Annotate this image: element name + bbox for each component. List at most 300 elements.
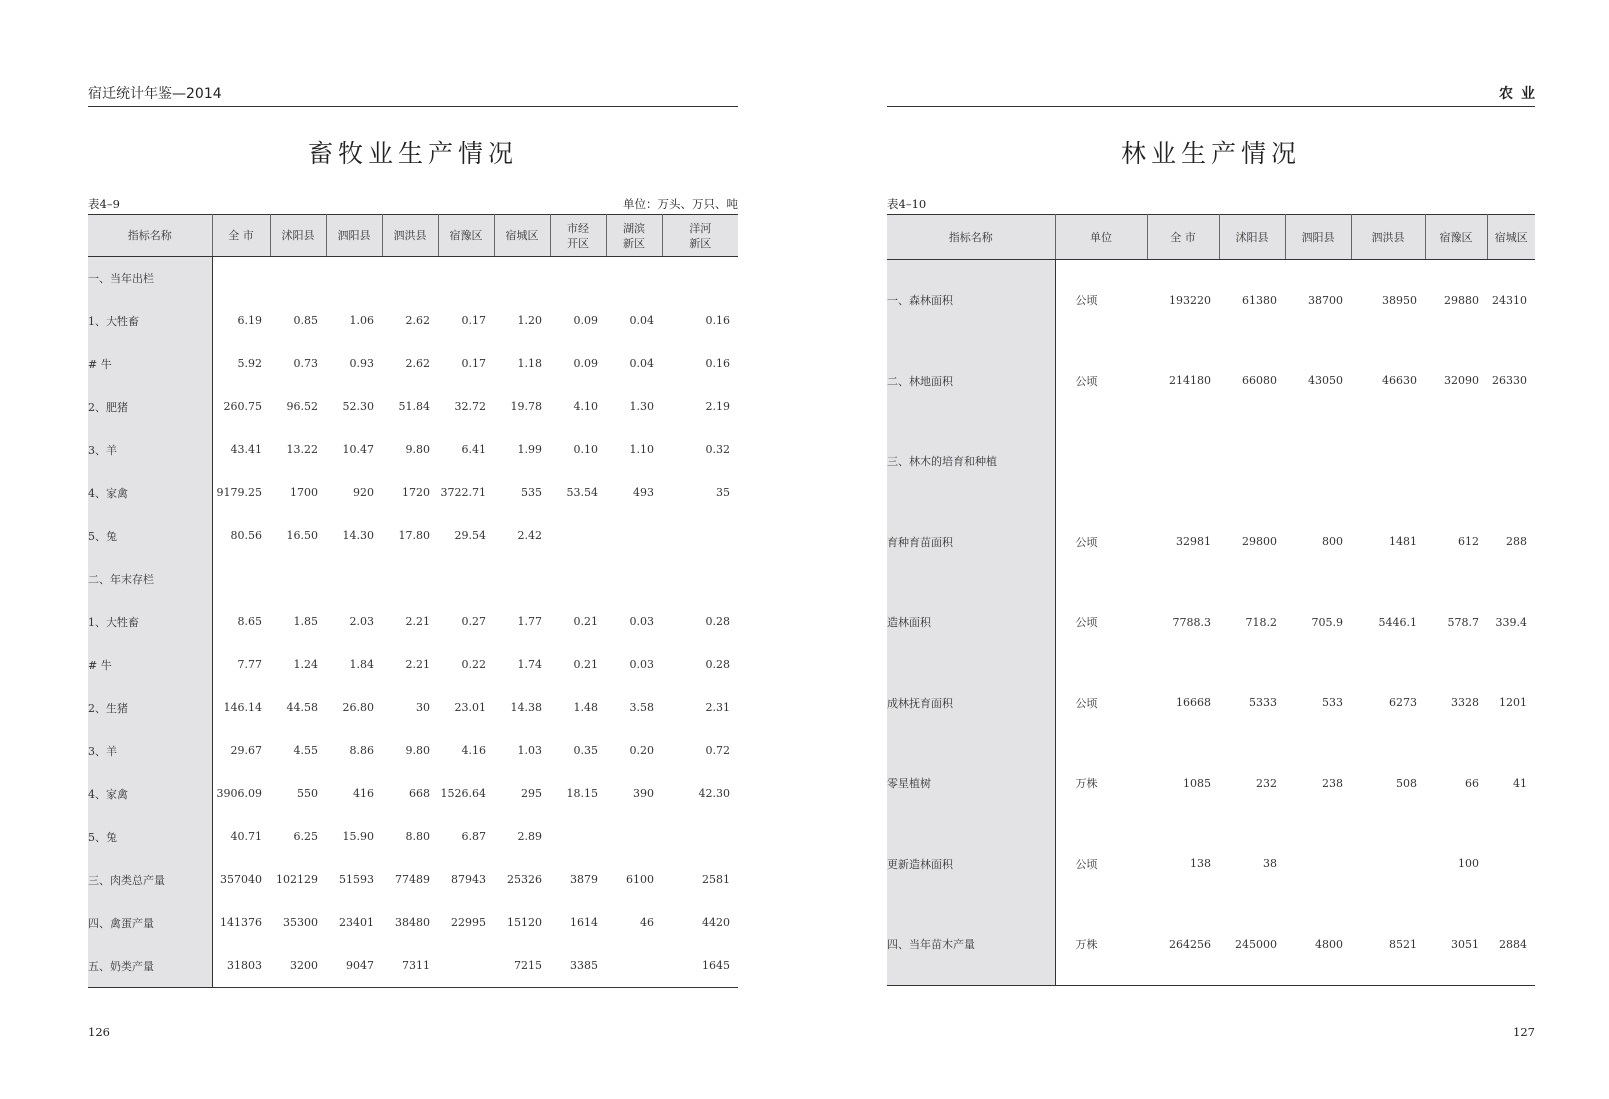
column-header: 泗阳县 xyxy=(1285,215,1351,260)
value-cell: 2.62 xyxy=(405,357,430,370)
value-cell: 29.67 xyxy=(230,744,262,757)
forestry-table xyxy=(887,214,1535,986)
value-cell: 7215 xyxy=(494,944,550,988)
value-cell: 19.78 xyxy=(510,400,542,413)
value-cell: 102129 xyxy=(276,873,318,886)
value-cell: 100 xyxy=(1458,857,1479,871)
value-cell: 1085 xyxy=(1183,776,1211,790)
value-cell: 29.54 xyxy=(454,529,486,542)
value-cell xyxy=(382,557,438,600)
value-cell: 9.80 xyxy=(405,744,430,757)
row-label: 5、兔 xyxy=(88,815,212,858)
value-cell: 718.2 xyxy=(1245,615,1277,629)
value-cell xyxy=(550,257,606,300)
value-cell: 214180 xyxy=(1169,374,1211,388)
value-cell: 357040 xyxy=(220,873,262,886)
value-cell: 1720 xyxy=(402,486,430,499)
value-cell: 2.89 xyxy=(517,830,542,843)
value-cell: 3051 xyxy=(1425,904,1487,985)
unit-cell: 公顷 xyxy=(1075,696,1098,710)
value-cell xyxy=(1285,824,1351,905)
value-cell: 40.71 xyxy=(230,830,262,843)
value-cell: 5.92 xyxy=(237,357,262,370)
value-cell xyxy=(1147,421,1219,502)
value-cell: 1.18 xyxy=(517,357,542,370)
value-cell: 38950 xyxy=(1382,293,1417,307)
value-cell: 23.01 xyxy=(454,701,486,714)
value-cell: 46 xyxy=(640,916,654,929)
value-cell: 7311 xyxy=(382,944,438,988)
value-cell: 3879 xyxy=(570,873,598,886)
left-page xyxy=(88,0,738,1099)
table-row xyxy=(887,743,1535,824)
value-cell: 32090 xyxy=(1444,374,1479,388)
table-row xyxy=(88,729,738,772)
value-cell: 13.22 xyxy=(286,443,318,456)
value-cell: 0.16 xyxy=(705,314,730,327)
table-number: 表4–10 xyxy=(887,197,927,211)
value-cell xyxy=(606,557,662,600)
value-cell: 1.48 xyxy=(573,701,598,714)
value-cell: 17.80 xyxy=(398,529,430,542)
value-cell xyxy=(1351,824,1425,905)
value-cell: 8.86 xyxy=(349,744,374,757)
unit-note: 单位：万头、万只、吨 xyxy=(623,197,738,211)
value-cell: 26.80 xyxy=(342,701,374,714)
row-label: 四、当年苗木产量 xyxy=(887,904,1055,985)
unit-cell xyxy=(1055,421,1147,502)
value-cell xyxy=(550,557,606,600)
value-cell xyxy=(1219,421,1285,502)
value-cell: 5446.1 xyxy=(1378,615,1417,629)
value-cell xyxy=(606,514,662,557)
value-cell: 32.72 xyxy=(454,400,486,413)
value-cell: 1.03 xyxy=(517,744,542,757)
value-cell: 0.93 xyxy=(349,357,374,370)
value-cell: 87943 xyxy=(451,873,486,886)
value-cell: 32981 xyxy=(1176,535,1211,549)
unit-cell: 公顷 xyxy=(1075,535,1098,549)
value-cell: 550 xyxy=(297,787,318,800)
value-cell xyxy=(382,257,438,300)
value-cell: 46630 xyxy=(1382,374,1417,388)
column-header: 泗阳县 xyxy=(326,215,382,257)
value-cell: 0.35 xyxy=(573,744,598,757)
value-cell: 3.58 xyxy=(629,701,654,714)
value-cell: 238 xyxy=(1322,776,1343,790)
value-cell: 0.32 xyxy=(705,443,730,456)
value-cell: 77489 xyxy=(395,873,430,886)
row-label: 4、家禽 xyxy=(88,772,212,815)
value-cell xyxy=(438,944,494,988)
table-row xyxy=(88,858,738,901)
table-row xyxy=(88,257,738,300)
value-cell: 3200 xyxy=(270,944,326,988)
row-label: 零星植树 xyxy=(887,743,1055,824)
value-cell: 612 xyxy=(1458,535,1479,549)
table-row xyxy=(887,421,1535,502)
row-label: 更新造林面积 xyxy=(887,824,1055,905)
value-cell: 5333 xyxy=(1249,696,1277,710)
running-head-text: 农业 xyxy=(1499,86,1543,102)
table-row xyxy=(88,385,738,428)
value-cell: 1.74 xyxy=(517,658,542,671)
value-cell: 35300 xyxy=(283,916,318,929)
value-cell: 52.30 xyxy=(342,400,374,413)
value-cell: 2.21 xyxy=(405,658,430,671)
value-cell xyxy=(662,514,738,557)
column-header: 泗洪县 xyxy=(382,215,438,257)
value-cell: 0.21 xyxy=(573,615,598,628)
column-header: 指标名称 xyxy=(88,215,212,257)
value-cell: 0.16 xyxy=(705,357,730,370)
value-cell: 23401 xyxy=(339,916,374,929)
page-title: 畜牧业生产情况 xyxy=(307,139,518,168)
value-cell: 1700 xyxy=(290,486,318,499)
value-cell: 1526.64 xyxy=(440,787,486,800)
table-row xyxy=(88,944,738,988)
value-cell: 1.30 xyxy=(629,400,654,413)
column-header: 全 市 xyxy=(212,215,270,257)
value-cell: 16668 xyxy=(1176,696,1211,710)
value-cell: 0.03 xyxy=(629,658,654,671)
value-cell xyxy=(1425,421,1487,502)
table-row xyxy=(88,643,738,686)
value-cell: 1.20 xyxy=(517,314,542,327)
value-cell: 16.50 xyxy=(286,529,318,542)
value-cell: 6.19 xyxy=(237,314,262,327)
table-row xyxy=(88,686,738,729)
value-cell xyxy=(606,944,662,988)
value-cell: 9.80 xyxy=(405,443,430,456)
column-header: 沭阳县 xyxy=(1219,215,1285,260)
livestock-table xyxy=(88,214,738,988)
value-cell xyxy=(662,257,738,300)
value-cell: 14.30 xyxy=(342,529,374,542)
value-cell: 80.56 xyxy=(230,529,262,542)
value-cell xyxy=(606,257,662,300)
value-cell: 18.15 xyxy=(566,787,598,800)
value-cell: 2.19 xyxy=(705,400,730,413)
value-cell: 51.84 xyxy=(398,400,430,413)
value-cell: 8521 xyxy=(1351,904,1425,985)
value-cell: 66080 xyxy=(1242,374,1277,388)
value-cell: 29800 xyxy=(1242,535,1277,549)
page-number: 127 xyxy=(1513,1025,1535,1039)
table-row xyxy=(88,772,738,815)
table-row xyxy=(887,341,1535,422)
page-number: 126 xyxy=(88,1025,110,1039)
table-row xyxy=(887,502,1535,583)
value-cell: 245000 xyxy=(1219,904,1285,985)
value-cell xyxy=(550,514,606,557)
value-cell: 1.77 xyxy=(517,615,542,628)
unit-cell: 公顷 xyxy=(1075,374,1098,388)
value-cell xyxy=(1351,421,1425,502)
value-cell: 0.28 xyxy=(705,615,730,628)
value-cell: 2884 xyxy=(1487,904,1535,985)
row-label: 4、家禽 xyxy=(88,471,212,514)
value-cell: 4.10 xyxy=(573,400,598,413)
value-cell: 53.54 xyxy=(566,486,598,499)
value-cell: 35 xyxy=(716,486,730,499)
value-cell xyxy=(438,557,494,600)
value-cell: 15.90 xyxy=(342,830,374,843)
table-row xyxy=(88,815,738,858)
value-cell: 41 xyxy=(1513,776,1527,790)
unit-cell: 万株 xyxy=(1055,904,1147,985)
value-cell: 30 xyxy=(416,701,430,714)
value-cell: 264256 xyxy=(1147,904,1219,985)
column-header: 沭阳县 xyxy=(270,215,326,257)
value-cell: 4420 xyxy=(702,916,730,929)
row-label: 四、禽蛋产量 xyxy=(88,901,212,944)
table-row xyxy=(887,824,1535,905)
value-cell: 0.28 xyxy=(705,658,730,671)
table-number: 表4–9 xyxy=(88,197,120,211)
value-cell: 0.09 xyxy=(573,357,598,370)
value-cell: 38 xyxy=(1263,857,1277,871)
row-label: 二、林地面积 xyxy=(887,341,1055,422)
value-cell: 0.27 xyxy=(461,615,486,628)
column-header: 单位 xyxy=(1055,215,1147,260)
value-cell xyxy=(1487,421,1535,502)
value-cell: 24310 xyxy=(1492,293,1527,307)
value-cell xyxy=(662,557,738,600)
value-cell: 22995 xyxy=(451,916,486,929)
value-cell: 193220 xyxy=(1169,293,1211,307)
column-header: 湖滨 新区 xyxy=(606,215,662,257)
value-cell: 493 xyxy=(633,486,654,499)
value-cell: 8.65 xyxy=(237,615,262,628)
column-header: 市经 开区 xyxy=(550,215,606,257)
row-label: # 牛 xyxy=(88,342,212,385)
value-cell: 295 xyxy=(521,787,542,800)
row-label: 五、奶类产量 xyxy=(88,944,212,988)
value-cell: 1.84 xyxy=(349,658,374,671)
unit-cell: 公顷 xyxy=(1075,294,1098,308)
value-cell: 6273 xyxy=(1389,696,1417,710)
page-title: 林业生产情况 xyxy=(1120,139,1301,168)
running-head xyxy=(887,86,1543,107)
value-cell xyxy=(1285,421,1351,502)
value-cell xyxy=(270,557,326,600)
row-label: 2、肥猪 xyxy=(88,385,212,428)
table-row xyxy=(88,901,738,944)
table-row xyxy=(88,514,738,557)
value-cell: 0.21 xyxy=(573,658,598,671)
value-cell: 0.85 xyxy=(293,314,318,327)
row-label: 造林面积 xyxy=(887,582,1055,663)
table-row xyxy=(88,342,738,385)
column-header: 宿城区 xyxy=(494,215,550,257)
row-label: 一、森林面积 xyxy=(887,260,1055,341)
value-cell: 4800 xyxy=(1285,904,1351,985)
value-cell: 15120 xyxy=(507,916,542,929)
value-cell xyxy=(438,257,494,300)
value-cell: 1.99 xyxy=(517,443,542,456)
value-cell: 2.03 xyxy=(349,615,374,628)
value-cell: 800 xyxy=(1322,535,1343,549)
value-cell: 7.77 xyxy=(237,658,262,671)
row-label: 二、年末存栏 xyxy=(88,557,212,600)
row-label: 1、大牲畜 xyxy=(88,600,212,643)
row-label: 2、生猪 xyxy=(88,686,212,729)
value-cell: 43.41 xyxy=(230,443,262,456)
right-page xyxy=(887,0,1543,1099)
value-cell: 0.03 xyxy=(629,615,654,628)
value-cell: 44.58 xyxy=(286,701,318,714)
table-row xyxy=(887,260,1535,341)
value-cell: 6.41 xyxy=(461,443,486,456)
column-header: 宿城区 xyxy=(1487,215,1535,260)
column-header: 泗洪县 xyxy=(1351,215,1425,260)
row-label: # 牛 xyxy=(88,643,212,686)
value-cell: 668 xyxy=(409,787,430,800)
value-cell: 288 xyxy=(1506,535,1527,549)
value-cell: 1.24 xyxy=(293,658,318,671)
row-label: 一、当年出栏 xyxy=(88,257,212,300)
value-cell: 416 xyxy=(353,787,374,800)
value-cell: 232 xyxy=(1256,776,1277,790)
column-header: 洋河 新区 xyxy=(662,215,738,257)
value-cell xyxy=(606,815,662,858)
value-cell: 3722.71 xyxy=(440,486,486,499)
value-cell: 61380 xyxy=(1242,293,1277,307)
value-cell: 4.55 xyxy=(293,744,318,757)
table-row xyxy=(887,582,1535,663)
value-cell xyxy=(212,557,270,600)
row-label: 1、大牲畜 xyxy=(88,299,212,342)
value-cell: 14.38 xyxy=(510,701,542,714)
value-cell: 2.21 xyxy=(405,615,430,628)
value-cell xyxy=(1487,824,1535,905)
value-cell: 0.09 xyxy=(573,314,598,327)
value-cell xyxy=(550,815,606,858)
value-cell: 9047 xyxy=(326,944,382,988)
value-cell: 920 xyxy=(353,486,374,499)
column-header: 宿豫区 xyxy=(438,215,494,257)
column-header: 宿豫区 xyxy=(1425,215,1487,260)
running-head-text: 宿迁统计年鉴—2014 xyxy=(88,86,222,102)
value-cell: 43050 xyxy=(1308,374,1343,388)
value-cell: 0.22 xyxy=(461,658,486,671)
value-cell: 2.42 xyxy=(517,529,542,542)
value-cell: 535 xyxy=(521,486,542,499)
value-cell: 2581 xyxy=(702,873,730,886)
table-row xyxy=(88,471,738,514)
value-cell: 3906.09 xyxy=(216,787,262,800)
row-label: 三、林木的培育和种植 xyxy=(887,421,1055,502)
value-cell: 1.06 xyxy=(349,314,374,327)
value-cell: 508 xyxy=(1396,776,1417,790)
value-cell: 6.25 xyxy=(293,830,318,843)
value-cell: 0.73 xyxy=(293,357,318,370)
value-cell: 3328 xyxy=(1451,696,1479,710)
value-cell: 0.72 xyxy=(705,744,730,757)
value-cell: 390 xyxy=(633,787,654,800)
row-label: 成林抚育面积 xyxy=(887,663,1055,744)
value-cell: 1645 xyxy=(662,944,738,988)
value-cell: 6.87 xyxy=(461,830,486,843)
value-cell xyxy=(326,557,382,600)
column-header: 指标名称 xyxy=(887,215,1055,260)
value-cell: 0.04 xyxy=(629,314,654,327)
value-cell: 260.75 xyxy=(223,400,262,413)
unit-cell: 公顷 xyxy=(1075,857,1098,871)
value-cell: 1614 xyxy=(570,916,598,929)
value-cell: 2.31 xyxy=(705,701,730,714)
value-cell: 38480 xyxy=(395,916,430,929)
value-cell: 3385 xyxy=(550,944,606,988)
table-row xyxy=(887,663,1535,744)
value-cell: 339.4 xyxy=(1495,615,1527,629)
value-cell: 2.62 xyxy=(405,314,430,327)
table-row xyxy=(88,428,738,471)
value-cell: 25326 xyxy=(507,873,542,886)
value-cell: 533 xyxy=(1322,696,1343,710)
row-label: 3、羊 xyxy=(88,428,212,471)
value-cell: 26330 xyxy=(1492,374,1527,388)
value-cell: 0.04 xyxy=(629,357,654,370)
row-label: 育种育苗面积 xyxy=(887,502,1055,583)
table-row xyxy=(88,299,738,342)
value-cell: 1201 xyxy=(1499,696,1527,710)
value-cell: 141376 xyxy=(220,916,262,929)
value-cell xyxy=(494,257,550,300)
value-cell: 10.47 xyxy=(342,443,374,456)
value-cell: 9179.25 xyxy=(216,486,262,499)
table-row xyxy=(88,557,738,600)
row-label: 3、羊 xyxy=(88,729,212,772)
value-cell xyxy=(270,257,326,300)
value-cell: 0.17 xyxy=(461,357,486,370)
value-cell: 0.10 xyxy=(573,443,598,456)
value-cell: 1.10 xyxy=(629,443,654,456)
value-cell: 66 xyxy=(1465,776,1479,790)
unit-cell: 公顷 xyxy=(1075,616,1098,630)
table-row xyxy=(887,904,1535,985)
value-cell: 1481 xyxy=(1389,535,1417,549)
value-cell: 4.16 xyxy=(461,744,486,757)
value-cell: 146.14 xyxy=(223,701,262,714)
unit-cell: 万株 xyxy=(1075,777,1098,791)
value-cell: 8.80 xyxy=(405,830,430,843)
row-label: 5、兔 xyxy=(88,514,212,557)
table-row xyxy=(88,600,738,643)
value-cell: 578.7 xyxy=(1447,615,1479,629)
value-cell: 96.52 xyxy=(286,400,318,413)
value-cell: 0.20 xyxy=(629,744,654,757)
value-cell xyxy=(326,257,382,300)
running-head xyxy=(88,86,738,107)
value-cell: 42.30 xyxy=(698,787,730,800)
value-cell: 31803 xyxy=(212,944,270,988)
value-cell xyxy=(494,557,550,600)
value-cell: 29880 xyxy=(1444,293,1479,307)
column-header: 全 市 xyxy=(1147,215,1219,260)
value-cell xyxy=(212,257,270,300)
value-cell: 705.9 xyxy=(1311,615,1343,629)
value-cell: 38700 xyxy=(1308,293,1343,307)
value-cell: 51593 xyxy=(339,873,374,886)
value-cell: 6100 xyxy=(626,873,654,886)
value-cell: 138 xyxy=(1190,857,1211,871)
value-cell: 7788.3 xyxy=(1172,615,1211,629)
value-cell: 1.85 xyxy=(293,615,318,628)
value-cell: 0.17 xyxy=(461,314,486,327)
row-label: 三、肉类总产量 xyxy=(88,858,212,901)
